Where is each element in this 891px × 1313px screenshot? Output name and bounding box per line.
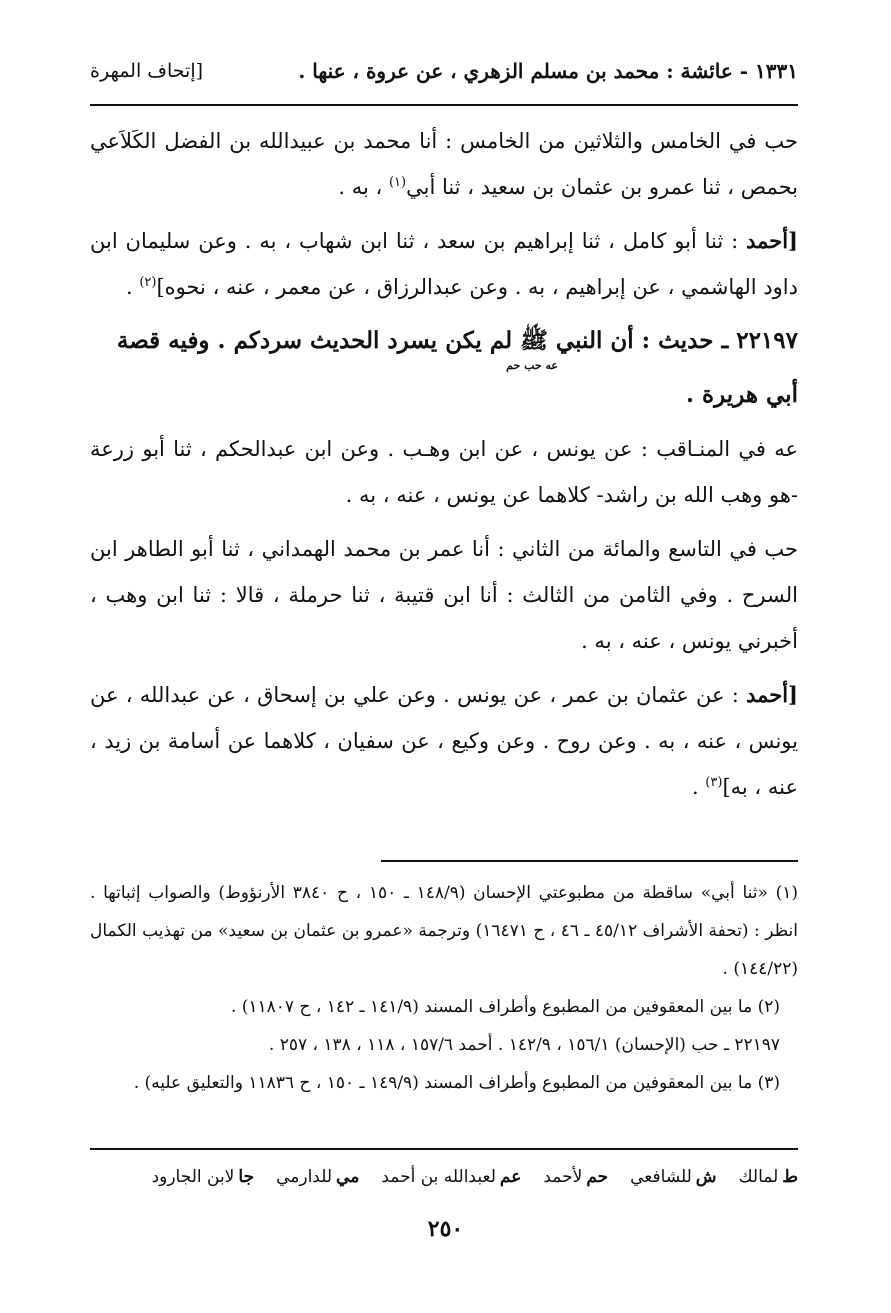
header-book-title: [إتحاف المهرة xyxy=(90,60,204,82)
paragraph-4: حب في التاسع والمائة من الثاني : أنا عمر بن محمد الهمداني ، ثنا أبو الطاهر ابن السرح . وفي الثامن من الثالث : أنا ابن قتيبة ، ثنا حرملة ، قالا : ثنا ابن وهب ، أخبرني يونس ، عنه ، به . xyxy=(90,537,798,653)
header-rule xyxy=(90,104,798,106)
paragraph-3: عه في المنـاقب : عن يونس ، عن ابن وهـب . وعن ابن عبدالحكم ، ثنا أبو زرعة -هو وهب الله بن راشد- كلاهما عن يونس ، عنه ، به . xyxy=(90,437,798,507)
running-header xyxy=(90,54,798,88)
footnote-3: ٢٢١٩٧ ـ حب (الإحسان) ١٥٦/١ ، ١٤٢/٩ . أحمد ١٥٧/٦ ، ١١٨ ، ١٣٨ ، ٢٥٧ . xyxy=(268,1035,780,1055)
paragraph-2-end: . xyxy=(125,275,140,299)
main-text xyxy=(90,118,798,818)
footnotes xyxy=(90,874,798,1102)
footnote-ref-3: (٣) xyxy=(705,775,723,790)
paragraph-2 xyxy=(90,218,798,310)
legend-item: مي للدارمي xyxy=(276,1167,360,1187)
hadith-number: ٢٢١٩٧ xyxy=(736,327,798,354)
legend-item: عم لعبدالله بن أحمد xyxy=(381,1167,522,1187)
legend-rule xyxy=(90,1148,798,1150)
footnote-ref-2: (٢) xyxy=(139,275,157,290)
header-title: ١٣٣١ - عائشة : محمد بن مسلم الزهري ، عن عروة ، عنها . xyxy=(298,59,798,83)
footnote-2: (٢) ما بين المعقوفين من المطبوع وأطراف المسند (١٤١/٩ ـ ١٤٢ ، ح ١١٨٠٧) . xyxy=(230,997,780,1017)
abbreviation-legend xyxy=(90,1162,798,1192)
hadith-source-codes: عه حب حم xyxy=(506,359,558,372)
legend-item: ش للشافعي xyxy=(630,1167,717,1187)
page-number: ٢٥٠ xyxy=(427,1216,464,1242)
paragraph-2-source: [أحمد xyxy=(746,228,798,253)
footnote-rule xyxy=(381,860,798,862)
footnote-4: (٣) ما بين المعقوفين من المطبوع وأطراف المسند (١٤٩/٩ ـ ١٥٠ ، ح ١١٨٣٦ والتعليق عليه) . xyxy=(133,1073,780,1093)
paragraph-2-text: : ثنا أبو كامل ، ثنا إبراهيم بن سعد ، ثنا ابن شهاب ، به . وعن سليمان ابن داود الهاشمي ، عن إبراهيم ، به . وعن عبدالرزاق ، عن معمر ، عنه ، نحوه] xyxy=(90,229,798,299)
paragraph-1-text: حب في الخامس والثلاثين من الخامس : أنا محمد بن عبيدالله بن الفضل الكَلاَعي بحمص ، ثنا عمرو بن عثمان بن سعيد ، ثنا أبي xyxy=(90,129,798,199)
legend-item: حم لأحمد xyxy=(543,1167,609,1187)
legend-item: جا لابن الجارود xyxy=(151,1167,255,1187)
paragraph-1 xyxy=(90,118,798,210)
footnote-ref-1: (١) xyxy=(388,175,407,190)
paragraph-5-end: . xyxy=(691,775,706,799)
hadith-text: أن النبي ﷺ لم يكن يسرد الحديث سردكم . وفيه قصة xyxy=(116,327,634,354)
legend-item: ط لمالك xyxy=(738,1167,798,1187)
paragraph-5 xyxy=(90,672,798,810)
paragraph-5-text: : عن عثمان بن عمر ، عن يونس . وعن علي بن إسحاق ، عن عبدالله ، عن يونس ، عنه ، به . وعن روح . وعن وكيع ، عن سفيان ، كلاهما عن أسامة بن زيد ، عنه ، به] xyxy=(90,683,798,799)
hadith-text-end: أبي هريرة . xyxy=(686,381,798,408)
paragraph-5-source: [أحمد xyxy=(746,682,798,707)
hadith-heading xyxy=(90,318,798,418)
footnote-1: (١) «ثنا أبي» ساقطة من مطبوعتي الإحسان (١٤٨/٩ ـ ١٥٠ ، ح ٣٨٤٠ الأرنؤوط) والصواب إثباتها . انظر : (تحفة الأشراف ٤٥/١٢ ـ ٤٦ ، ح ١٦٤٧١) وترجمة «عمرو بن عثمان بن سعيد» من تهذيب الكمال (١٤٤/٢٢) . xyxy=(90,883,799,979)
hadith-label: ـ حديث : xyxy=(633,327,737,354)
paragraph-1-end: ، به . xyxy=(338,175,389,199)
